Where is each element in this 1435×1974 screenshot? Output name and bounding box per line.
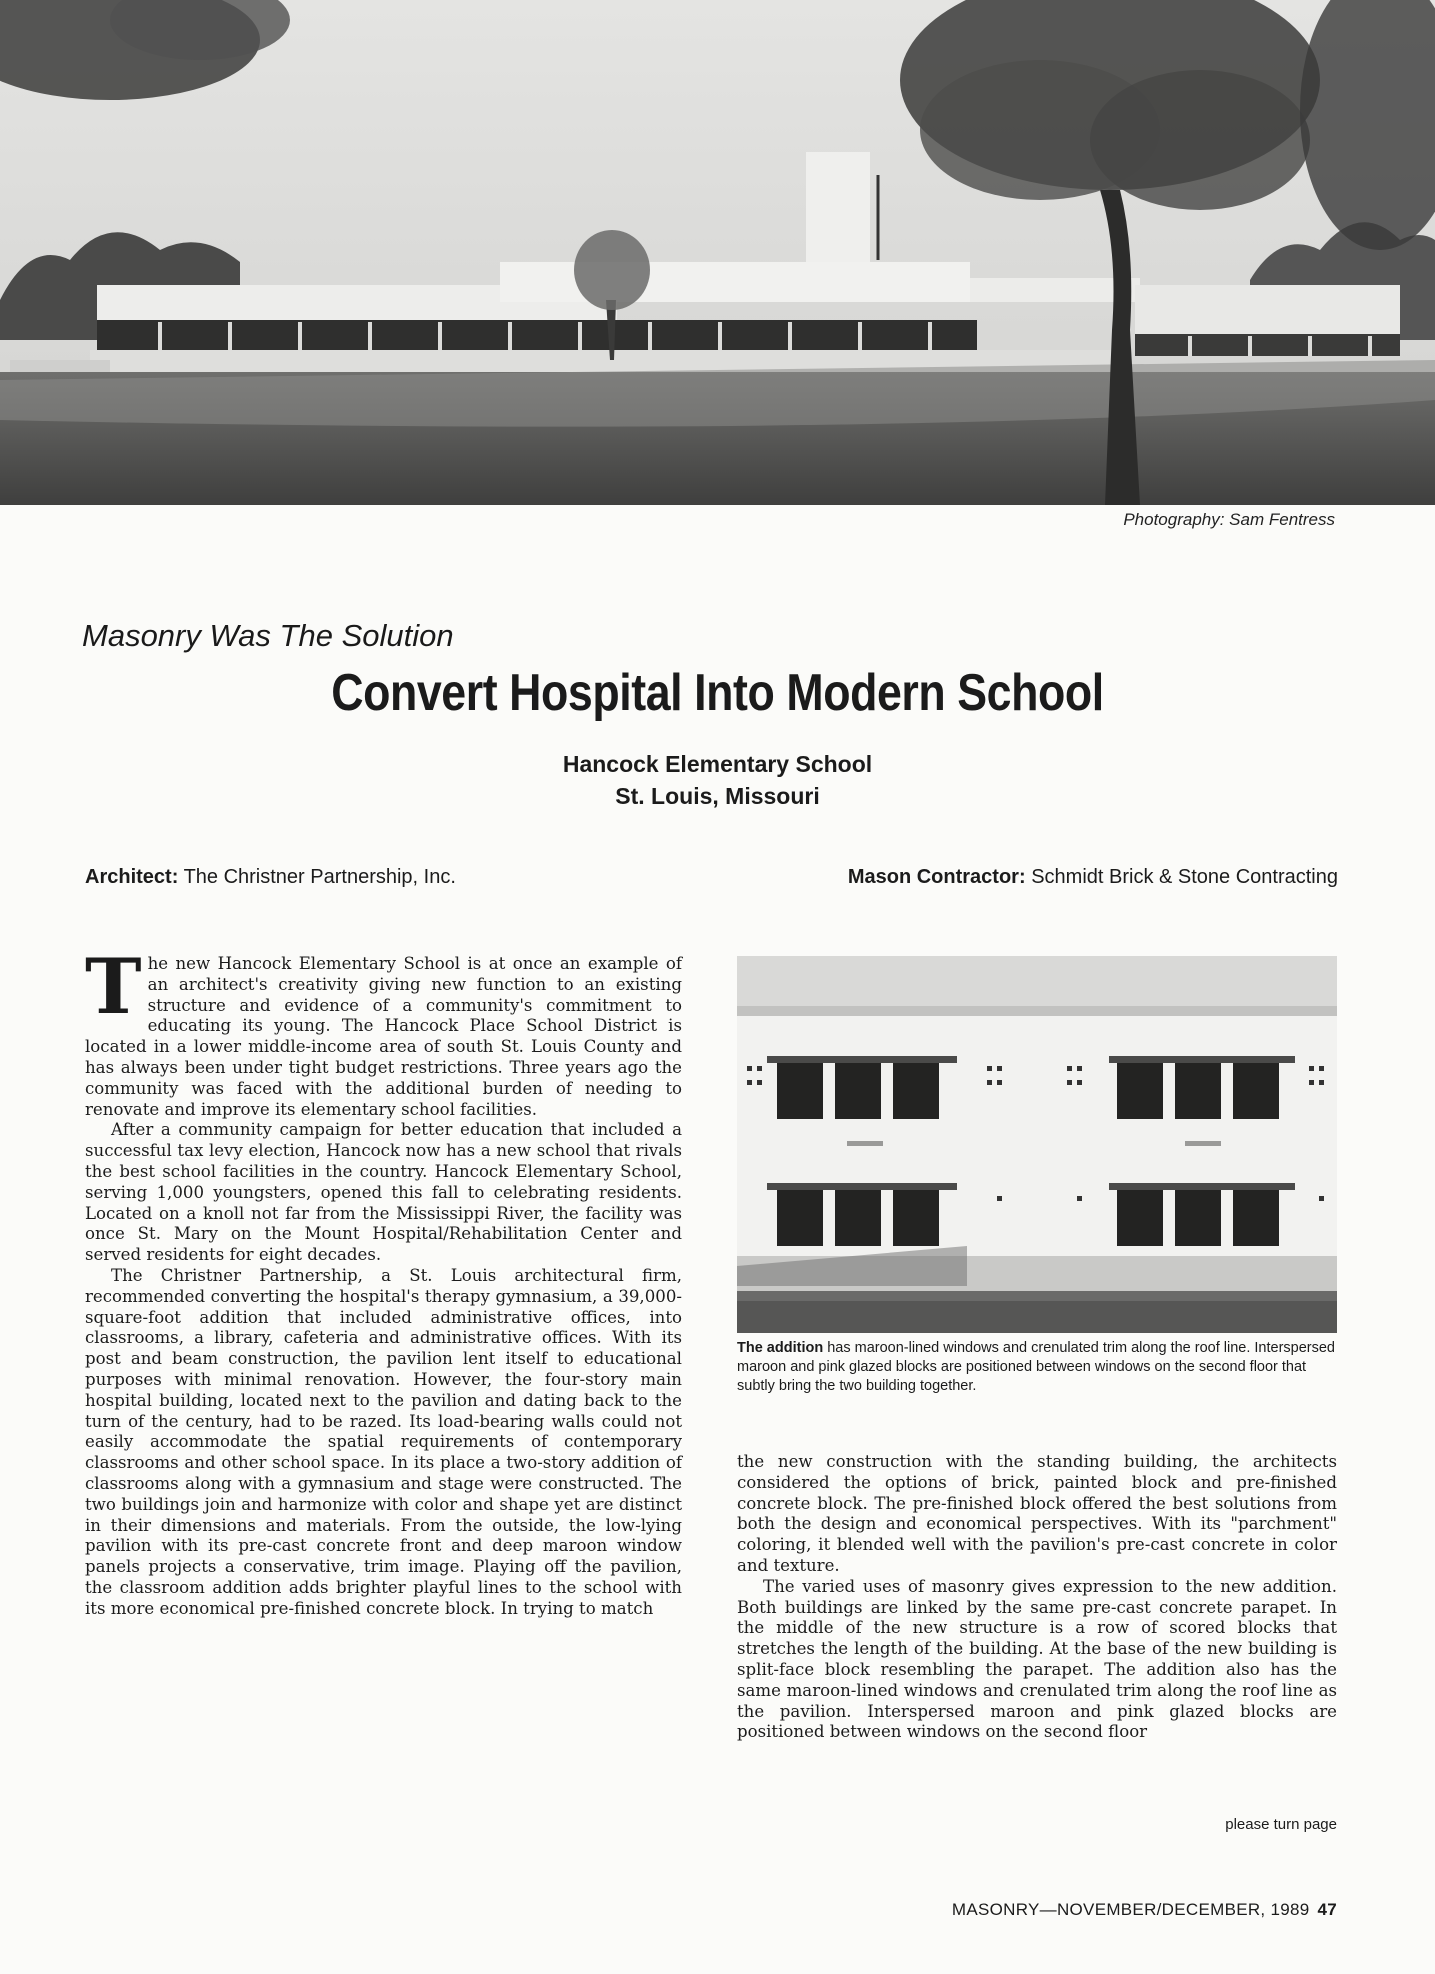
photo-caption: [737, 1339, 1337, 1396]
body-paragraph: The new Hancock Elementary School is at once an example of an architect's creativity giving new function to an existing structure and evidence of a community's commitment to educating its young. The Hancock Place School District is located in a lower middle-income area of south St. Louis County and has always been under tight budget restrictions. Three years ago the community was faced with the additional burden of needing to renovate and improve its elementary school facilities.: [85, 942, 682, 1119]
hero-photo: [0, 0, 1435, 505]
subtitle-school: Hancock Elementary School: [562, 751, 873, 777]
contractor-value: Schmidt Brick & Stone Contracting: [1031, 866, 1338, 888]
caption-text: has maroon-lined windows and crenulated trim along the roof line. Interspersed maroon and pink glazed blocks are positioned between windows on the second floor that subtly bring the two building together.: [737, 1340, 1335, 1394]
body-column-left: [85, 942, 682, 1620]
article-subtitle: [0, 748, 1435, 812]
addition-photo: [737, 956, 1337, 1333]
footer-issue: MASONRY—NOVEMBER/DECEMBER, 1989: [951, 1900, 1310, 1919]
architect-credit: [85, 866, 456, 889]
drop-cap: T: [85, 942, 142, 1031]
body-paragraph: The varied uses of masonry gives expression to the new addition. Both buildings are linked by the same pre-cast concrete parapet. In the middle of the new structure is a row of scored blocks that stretches the length of the building. At the base of the new building is split-face block resembling the parapet. The addition also has the same maroon-lined windows and crenulated trim along the roof line as the pavilion. Interspersed maroon and pink glazed blocks are positioned between windows on the second floor: [737, 1576, 1337, 1742]
caption-lead: The addition: [737, 1340, 824, 1356]
continued-notice: please turn page: [1225, 1816, 1337, 1833]
body-paragraph: The Christner Partnership, a St. Louis architectural firm, recommended converting the hospital's therapy gymnasium, a 39,000-square-foot addition that included administrative offices, into classrooms, a library, cafeteria and administrative offices. With its post and beam construction, the pavilion lent itself to educational purposes with minimal renovation. However, the four-story main hospital building, located next to the pavilion and dating back to the turn of the century, had to be razed. Its load-bearing walls could not easily accommodate the spatial requirements of contemporary classrooms and other school space. In its place a two-story addition of classrooms along with a gymnasium and stage were constructed. The two buildings join and harmonize with color and shape yet are distinct in their dimensions and materials. From the outside, the low-lying pavilion with its pre-cast concrete front and deep maroon window panels projects a conservative, trim image. Playing off the pavilion, the classroom addition adds brighter playful lines to the school with its more economical pre-finished concrete block. In trying to match: [85, 1265, 682, 1618]
subtitle-location: St. Louis, Missouri: [615, 783, 820, 809]
body-paragraph: After a community campaign for better education that included a successful tax levy election, Hancock now has a new school that rivals the best school facilities in the country. Hancock Elementary School, serving 1,000 youngsters, opened this fall to celebrating residents. Located on a knoll not far from the Mississippi River, the facility was once St. Mary on the Mount Hospital/Rehabilitation Center and served residents for eight decades.: [85, 1120, 682, 1265]
contractor-label: Mason Contractor:: [847, 866, 1026, 888]
architect-label: Architect:: [85, 866, 179, 888]
page-number: 47: [1317, 1900, 1337, 1919]
page-footer: [952, 1900, 1337, 1920]
article-title: Convert Hospital Into Modern School: [331, 664, 1104, 722]
architect-value: The Christner Partnership, Inc.: [183, 866, 456, 888]
body-paragraph: the new construction with the standing building, the architects considered the options of brick, painted block and pre-finished concrete block. The pre-finished block offered the best solutions from both the design and economical perspectives. With its "parchment" coloring, it blended well with the pavilion's pre-cast concrete in color and texture.: [737, 1452, 1337, 1575]
contractor-credit: [848, 866, 1338, 889]
body-column-right: [737, 1452, 1337, 1743]
article-kicker: Masonry Was The Solution: [82, 618, 454, 653]
photo-credit: Photography: Sam Fentress: [1123, 510, 1335, 529]
